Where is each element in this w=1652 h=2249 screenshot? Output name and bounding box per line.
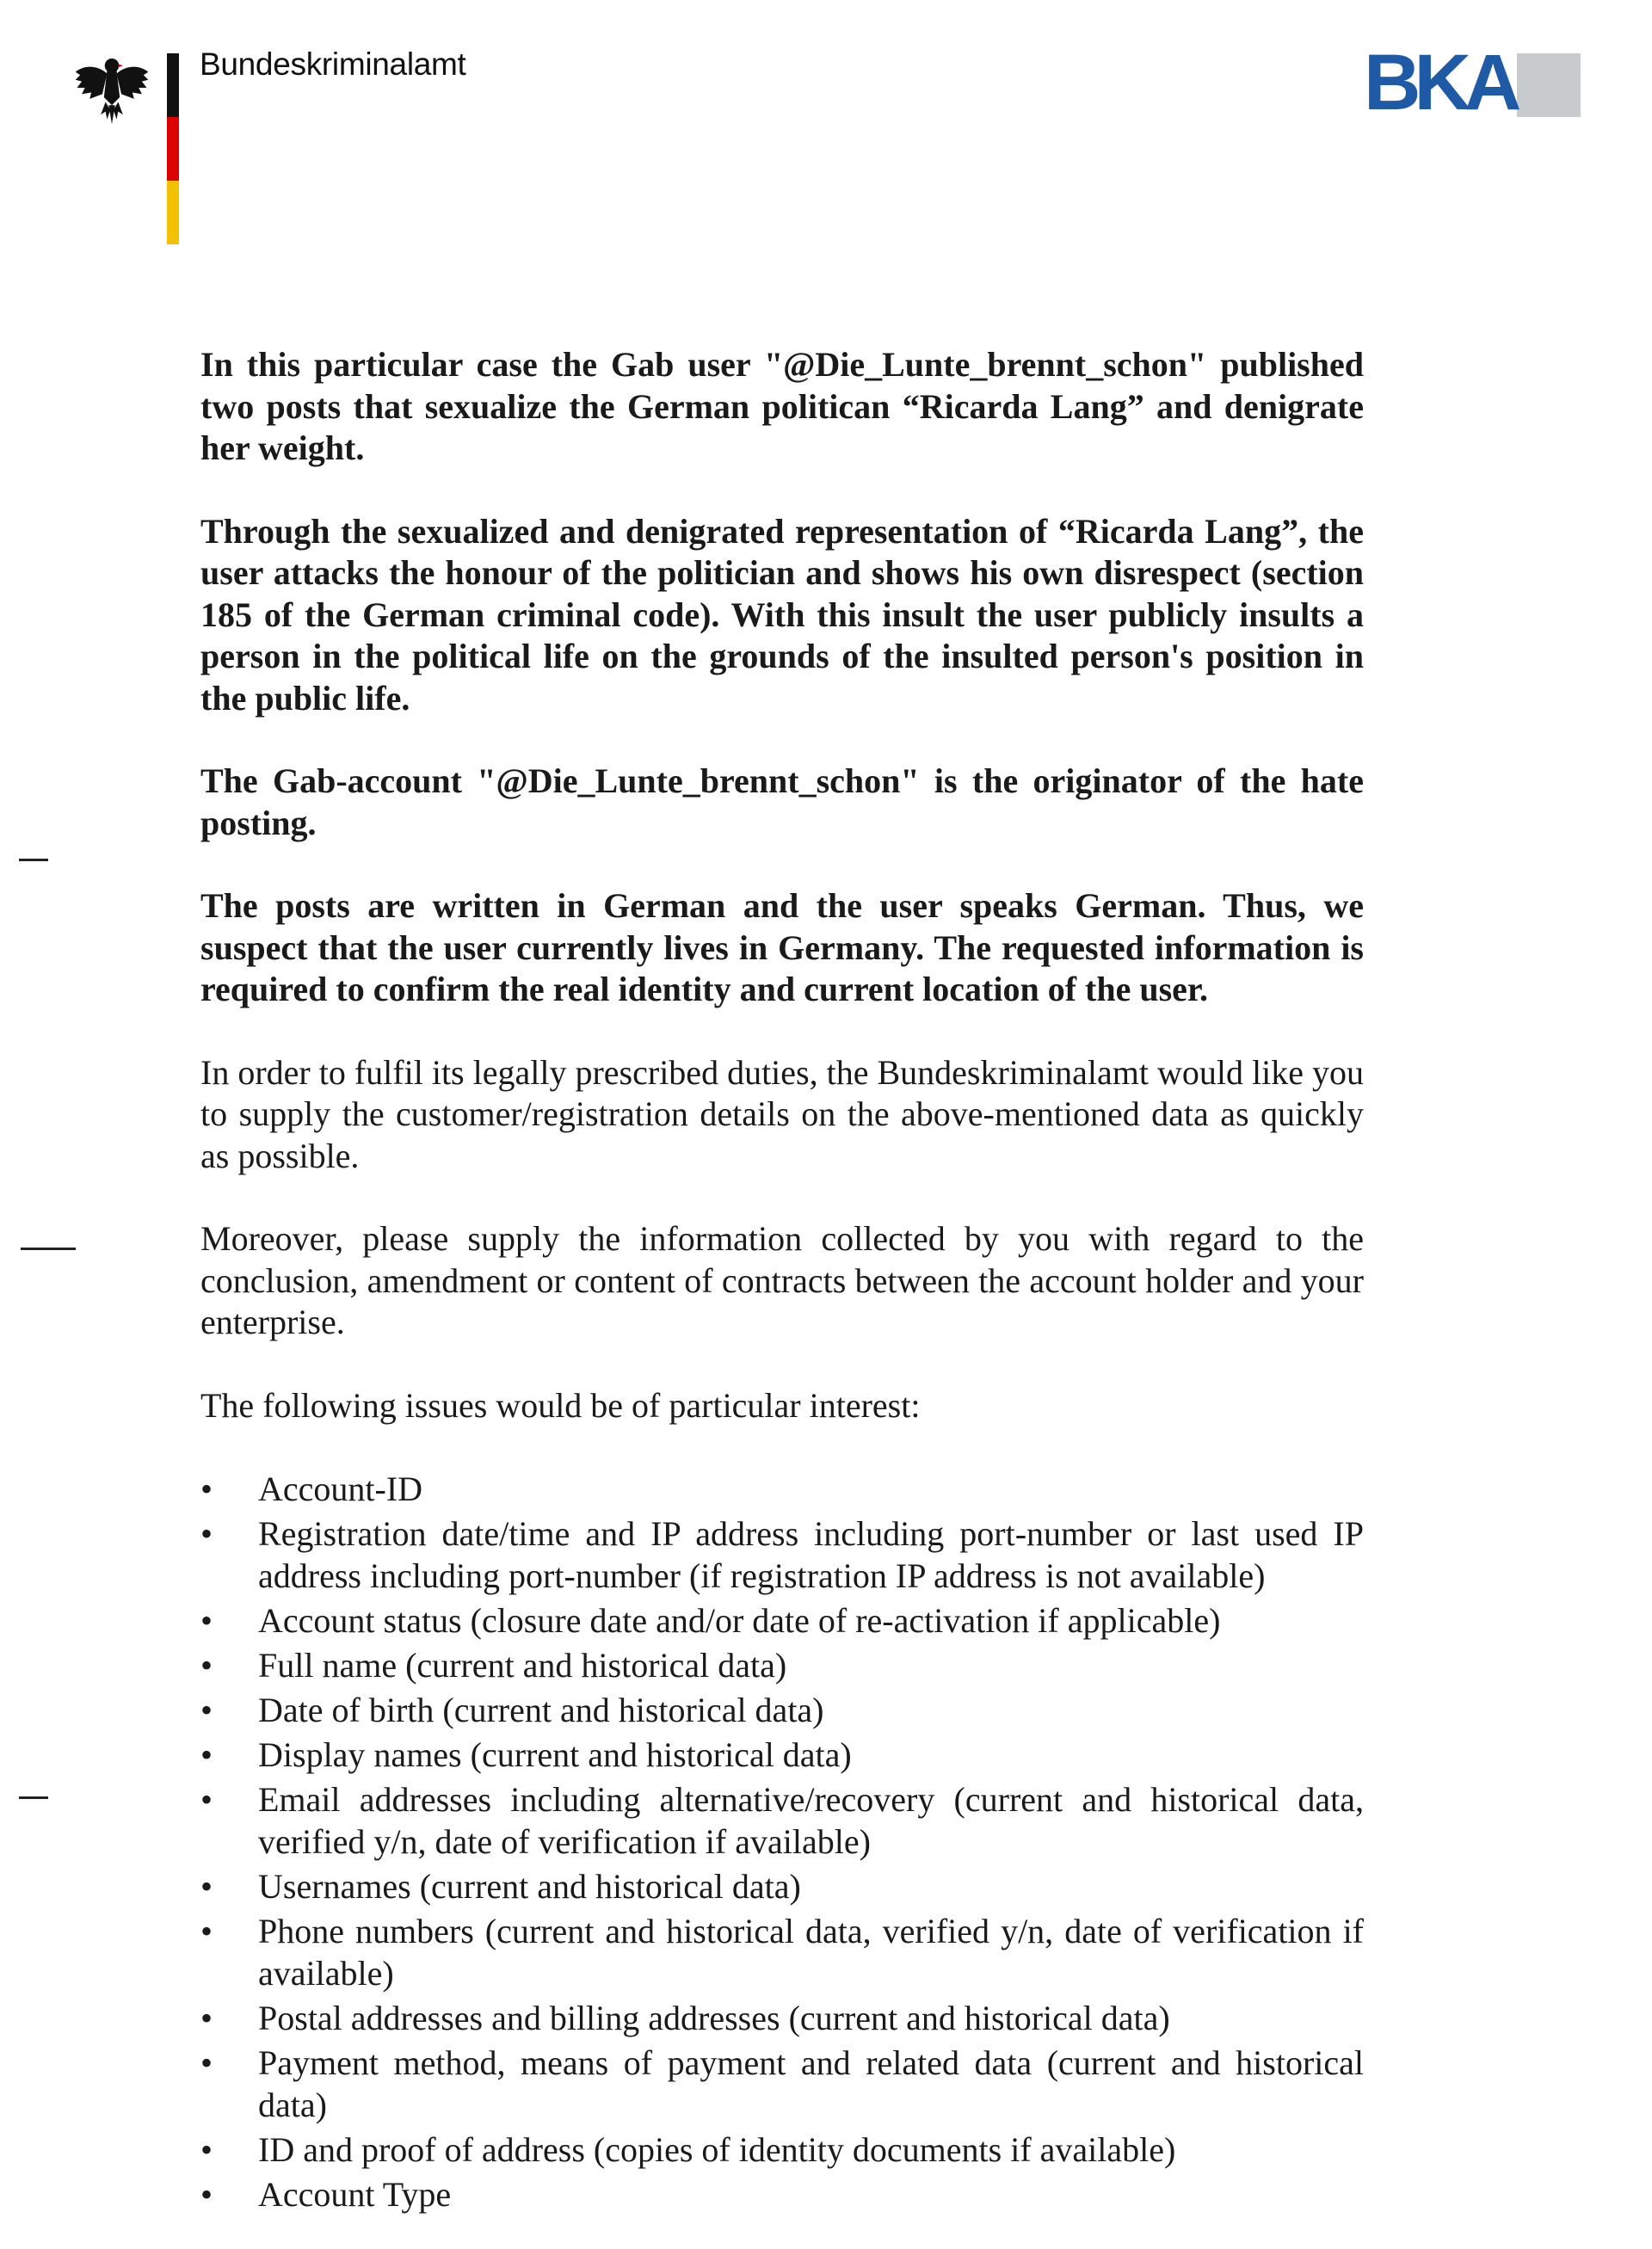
bka-logo-grey-square bbox=[1517, 53, 1581, 117]
paragraph-case-summary: In this particular case the Gab user "@Die_Lunte_brennt_schon" published two posts that sexualize the German politican “Ricarda Lang” and denigrate her weight. bbox=[200, 345, 1364, 467]
bullet-icon: • bbox=[200, 1999, 213, 2037]
flag-stripe-red bbox=[167, 117, 179, 181]
list-item-text: Account status (closure date and/or date of re-activation if applicable) bbox=[258, 1601, 1221, 1640]
list-item bbox=[200, 1865, 1364, 1907]
bka-logo-text: BKA bbox=[1364, 39, 1515, 126]
list-item bbox=[200, 1644, 1364, 1686]
list-item bbox=[200, 2042, 1364, 2126]
list-item bbox=[200, 1689, 1364, 1731]
list-item-text: Usernames (current and historical data) bbox=[258, 1867, 801, 1906]
bullet-icon: • bbox=[200, 1646, 213, 1685]
list-item bbox=[200, 2129, 1364, 2171]
bullet-icon: • bbox=[200, 1780, 213, 1819]
margin-mark-1 bbox=[19, 859, 48, 861]
list-item bbox=[200, 1910, 1364, 1994]
paragraph-legal-basis: Through the sexualized and denigrated representation of “Ricarda Lang”, the user attacks the honour of the politician and shows his own disrespect (section 185 of the German criminal code). With this insult the user publicly insults a person in the political life on the grounds of the insulted person's position in the public life. bbox=[200, 511, 1364, 718]
paragraph-location: The posts are written in German and the user speaks German. Thus, we suspect that the user currently lives in Germany. The requested information is required to confirm the real identity and current location of the user. bbox=[200, 886, 1364, 1008]
flag-stripe-black bbox=[167, 53, 179, 117]
paragraph-originator: The Gab-account "@Die_Lunte_brennt_schon" is the originator of the hate posting. bbox=[200, 761, 1364, 842]
bullet-icon: • bbox=[200, 2175, 213, 2214]
list-item-text: Email addresses including alternative/recovery (current and historical data, verified y/n, date of verification if available) bbox=[258, 1780, 1364, 1861]
bullet-icon: • bbox=[200, 1691, 213, 1729]
list-item-text: Full name (current and historical data) bbox=[258, 1646, 787, 1685]
bullet-icon: • bbox=[200, 1735, 213, 1774]
bullet-icon: • bbox=[200, 1470, 213, 1508]
margin-mark-2 bbox=[21, 1248, 76, 1250]
list-item-text: Registration date/time and IP address including port-number or last used IP address including port-number (if registration IP address is not available) bbox=[258, 1514, 1364, 1595]
bullet-icon: • bbox=[200, 1601, 213, 1640]
bullet-icon: • bbox=[200, 1514, 213, 1553]
list-item-text: Display names (current and historical data) bbox=[258, 1735, 852, 1774]
requested-info-list bbox=[200, 1468, 1364, 2215]
list-item-text: Postal addresses and billing addresses (current and historical data) bbox=[258, 1999, 1170, 2037]
list-item-text: Account-ID bbox=[258, 1470, 423, 1508]
agency-name: Bundeskriminalamt bbox=[200, 46, 466, 82]
list-item bbox=[200, 1513, 1364, 1597]
bullet-icon: • bbox=[200, 1912, 213, 1950]
list-item bbox=[200, 1778, 1364, 1863]
paragraph-list-intro: The following issues would be of particular interest: bbox=[200, 1385, 921, 1425]
margin-mark-3 bbox=[19, 1796, 48, 1799]
list-item-text: ID and proof of address (copies of identity documents if available) bbox=[258, 2130, 1176, 2169]
bka-logo bbox=[1364, 39, 1594, 126]
bullet-icon: • bbox=[200, 1867, 213, 1906]
paragraph-request: In order to fulfil its legally prescribed duties, the Bundeskriminalamt would like you to supply the customer/registration details on the above-mentioned data as quickly as possible. bbox=[200, 1052, 1364, 1175]
flag-stripe-gold bbox=[167, 181, 179, 244]
list-item-text: Phone numbers (current and historical data, verified y/n, date of verification if available) bbox=[258, 1912, 1364, 1993]
list-item bbox=[200, 2173, 1364, 2215]
list-item-text: Date of birth (current and historical data) bbox=[258, 1691, 824, 1729]
paragraph-contracts: Moreover, please supply the information collected by you with regard to the conclusion, amendment or content of contracts between the account holder and your enterprise. bbox=[200, 1219, 1364, 1341]
list-item-text: Account Type bbox=[258, 2175, 452, 2214]
list-item bbox=[200, 1734, 1364, 1776]
bullet-icon: • bbox=[200, 2130, 213, 2169]
german-flag-bar bbox=[167, 53, 179, 244]
list-item-text: Payment method, means of payment and related data (current and historical data) bbox=[258, 2043, 1364, 2124]
list-item bbox=[200, 1599, 1364, 1642]
list-item bbox=[200, 1997, 1364, 2039]
federal-eagle-icon bbox=[72, 48, 151, 127]
bullet-icon: • bbox=[200, 2043, 213, 2082]
letter-body bbox=[200, 344, 1364, 2218]
list-item bbox=[200, 1468, 1364, 1510]
